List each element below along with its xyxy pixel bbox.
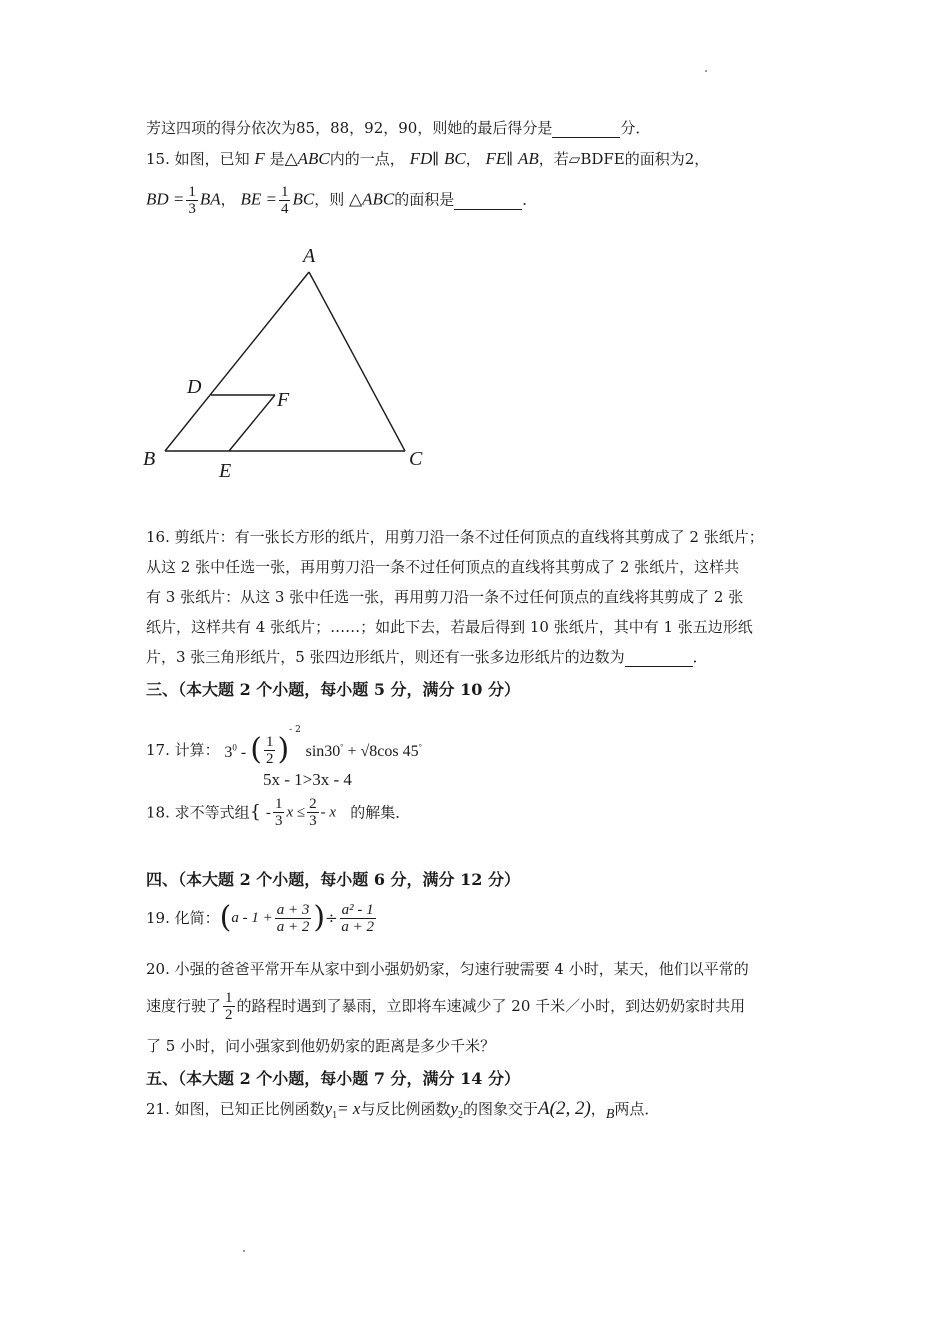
fraction-one-fourth: $\frac{1}{4}$ (280, 184, 289, 217)
section-3-heading: 三、（本大题 2 个小题，每小题 5 分，满分 10 分） (146, 680, 520, 699)
q18-first-inequality: 5x - 1>3x - 4 (263, 770, 352, 789)
q14-after: 分． (620, 119, 651, 137)
fraction-one-third: $\frac{1}{3}$ (188, 184, 196, 217)
math-BE-eq: BE = (240, 189, 277, 209)
q15-text: ，若▱BDFE的面积为2， (538, 150, 710, 168)
q14-text: 芳这四项的得分依次为85，88，92，90，则她的最后得分是 (146, 119, 553, 137)
section-4-heading: 四、（本大题 2 个小题，每小题 6 分，满分 12 分） (146, 870, 520, 889)
q14-tail (146, 117, 650, 138)
q15-text: 15. 如图，已知 (146, 150, 250, 168)
q20-line2: 速度行驶了 $\frac{1}{2}$ 的路程时遇到了暴雨，立即将车速减少了 20 千米／小时，到达奶奶家时共用 (146, 989, 746, 1023)
q17: 17. 计算： $3^0$ - ( $\frac{1}{2}$ )$^{- 2}$ sin30° + √8cos 45° (146, 725, 422, 767)
math-BC: BC (443, 149, 466, 168)
q18: 18. 求不等式组{ - $\frac{1}{3}$ x ≤ $\frac{2}{3}$ - x 的解集． (146, 796, 411, 829)
label-D: D (187, 376, 202, 398)
math-FE: FE (485, 149, 507, 168)
math-triangle-abc: △ABC (284, 149, 330, 168)
math-BC: BC (292, 189, 315, 209)
q16-line: 16. 剪纸片：有一张长方形的纸片，用剪刀沿一条不过任何顶点的直线将其剪成了 2 张纸片； (146, 528, 764, 546)
side-AB (165, 272, 309, 451)
q15-text: 是 (269, 150, 285, 168)
q15-text: 内的一点， (329, 150, 405, 168)
math-F: F (254, 149, 265, 168)
q16-line: 有 3 张纸片：从这 3 张中任选一张，再用剪刀沿一条不过任何顶点的直线将其剪成了 2 张 (146, 588, 744, 606)
math-AB: AB (518, 149, 539, 168)
q15-text: ， (465, 150, 481, 168)
math-BD-eq: BD = (146, 189, 185, 209)
triangle-figure (135, 240, 445, 485)
answer-blank (625, 648, 693, 667)
q16-line: 纸片，这样共有 4 张纸片；……；如此下去，若最后得到 10 张纸片，其中有 1 张五边形纸 (146, 618, 753, 636)
q20-line1: 20. 小强的爸爸平常开车从家中到小强奶奶家，匀速行驶需要 4 小时，某天，他们以平常的 (146, 960, 749, 978)
math-FD: FD (409, 149, 433, 168)
label-B: B (143, 448, 156, 470)
q21: 21. 如图，已知正比例函数$y_1= x$与反比例函数$y_2$的图象交于A(2, 2)，$_B$两点． (146, 1098, 660, 1122)
q16-last-line: 片，3 张三角形纸片，5 张四边形纸片，则还有一张多边形纸片的边数为 ． (146, 648, 708, 666)
parallel-symbol: ∥ (432, 150, 440, 168)
answer-blank (552, 119, 620, 138)
q15-line1 (146, 148, 709, 169)
label-F: F (277, 389, 290, 411)
q16-line: 从这 2 张中任选一张，再用剪刀沿一条不过任何顶点的直线将其剪成了 2 张纸片，这样共 (146, 558, 740, 576)
math-BA: BA (199, 189, 221, 209)
q19: 19. 化简：(a - 1 + $\frac{a + 3}{a + 2}$ )÷ $\frac{\text{a² - 1}}{a + 2}$ (146, 900, 374, 935)
label-E: E (219, 460, 232, 482)
math-triangle-abc: △ABC (349, 189, 395, 209)
answer-blank (454, 191, 522, 210)
side-AC (309, 272, 405, 451)
label-C: C (409, 448, 423, 470)
label-A: A (303, 245, 316, 267)
parallel-symbol: ∥ (506, 150, 514, 168)
section-5-heading: 五、（本大题 2 个小题，每小题 7 分，满分 14 分） (146, 1069, 520, 1088)
q20-line3: 了 5 小时，问小强家到他奶奶家的距离是多少千米？ (146, 1037, 496, 1055)
segment-FE (229, 395, 275, 451)
q15-line2: BD = $\frac{1}{3}$ BA， BE = $\frac{1}{4}$ BC，则 △ABC的面积是 ． (146, 184, 538, 217)
